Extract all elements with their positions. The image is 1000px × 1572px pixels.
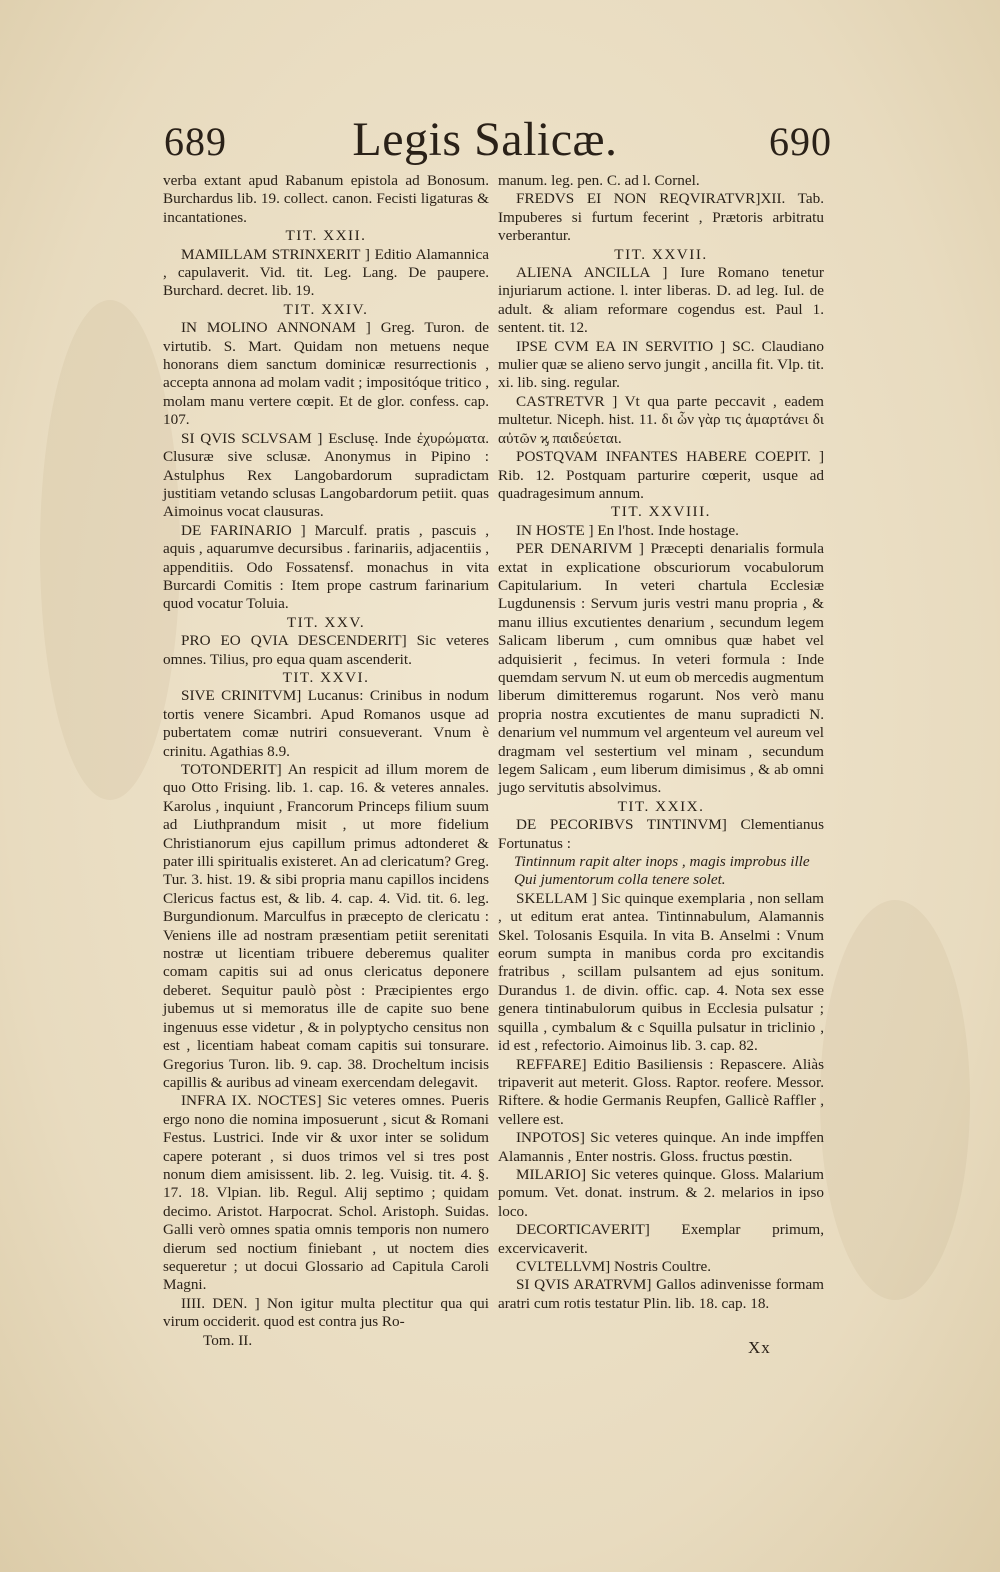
section-heading: TIT. XXII. bbox=[285, 227, 367, 245]
left-column bbox=[163, 172, 489, 1350]
volume-mark: Tom. II. bbox=[203, 1331, 253, 1349]
section-heading: TIT. XXIV. bbox=[283, 300, 369, 318]
paragraph: PER DENARIVM ] Præcepti denarialis formula extat in explicatione obscuriorum vocabulorum Capitularium. In veteri chartula Ecclesiæ Lugdunensis : Servum juris vestri manu propria , & manu illius excutientes denarium , secundum legem Salicam liberum , cum omnibus quæ habet vel adquisierit , fecimus. In veteri formula : Inde quemdam servum N. ut eum ob mercedis augmentum liberum dimitteremus rogarunt. Nos verò manu propria nostra excutientes de manu supradicti N. denarium vel nummum vel argenteum vel aureum vel dragmam vel sestertium vel minam , secundum legem Salicam , eum liberum dimisimus , & ab omni jugo servitutis absolvimus. bbox=[498, 540, 824, 797]
paragraph: IN HOSTE ] En l'host. Inde hostage. bbox=[516, 521, 739, 539]
section-heading: TIT. XXIX. bbox=[617, 797, 705, 815]
verse-quote: Tintinnum rapit alter inops , magis improbus ille Qui jumentorum colla tenere solet. bbox=[514, 853, 810, 889]
section-heading: TIT. XXVIII. bbox=[611, 503, 711, 521]
section-heading: TIT. XXVII. bbox=[614, 245, 708, 263]
paragraph: IIII. DEN. ] Non igitur multa plectitur qua qui virum occiderit. quod est contra jus Ro- bbox=[163, 1294, 489, 1331]
section-heading: TIT. XXVI. bbox=[282, 668, 370, 686]
paper-stain bbox=[820, 900, 970, 1300]
paragraph: DECORTICAVERIT] Exemplar primum, excervicaverit. bbox=[498, 1221, 824, 1257]
paragraph: ALIENA ANCILLA ] Iure Romano tenetur injuriarum actione. l. inter liberas. D. ad leg. Iul. de adult. & aliam reformare cogendus est. Paul 1. sentent. tit. 12. bbox=[498, 264, 824, 337]
paragraph: SI QVIS SCLVSAM ] Esclusę. Inde ἐχυρώματα. Clusuræ sive sclusæ. Anonymus in Pipino : Astulphus Rex Langobardorum supradictam justitiam vetando sclusas Langobardorum petiit. quas Aimoinus vocat clausuras. bbox=[163, 429, 489, 521]
paragraph: SI QVIS ARATRVM] Gallos adinvenisse formam aratri cum rotis testatur Plin. lib. 18. cap. 18. bbox=[498, 1276, 824, 1312]
paragraph: FREDVS EI NON REQVIRATVR]XII. Tab. Impuberes si furtum fecerint , Prætoris arbitratu verberantur. bbox=[498, 190, 824, 245]
page-title: Legis Salicæ. bbox=[352, 113, 618, 166]
paragraph: TOTONDERIT] An respicit ad illum morem de quo Otto Frising. lib. 1. cap. 16. & veteres annales. Karolus , inquiunt , Francorum Princeps filium suum ad Liuthprandum misit , ut more fidelium Christianorum ejus capillum primus adtonderet & pater illi spiritualis existeret. An ad clericatum? Greg. Tur. 3. hist. 19. & sibi propria manu capillos incidens Clericus factus est, & lib. 4. cap. 4. Vid. tit. 6. leg. Burgundionum. Marculfus in præcepto de clericatu : Veniens ille ad nostram præsentiam petiit serenitati nostræ ut licentiam tribuere deberemus qualiter comam capitis sui ad onus clericatus deponere deberet. Sequitur paulò pòst : Præcipientes ergo jubemus ut si memoratus ille de capite suo bene ingenuus esse videtur , & in polyptycho censitus non est , licentiam habeat comam capitis sui tonsurare. Gregorius Turon. lib. 9. cap. 38. Drocheltum incisis capillis & auribus ad vineam exercendam delegavit. bbox=[163, 761, 489, 1091]
paragraph: INPOTOS] Sic veteres quinque. An inde impffen Alamannis , Enter nostris. Gloss. fructus pœstin. bbox=[498, 1129, 824, 1165]
paragraph: IPSE CVM EA IN SERVITIO ] SC. Claudiano mulier quæ se alieno servo jungit , ancilla fit. Vlp. tit. xi. lib. sing. regular. bbox=[498, 337, 824, 392]
page-number-left: 689 bbox=[164, 119, 227, 164]
paragraph: MILARIO] Sic veteres quinque. Gloss. Malarium pomum. Vet. donat. instrum. & 2. melarios in ipso loco. bbox=[498, 1165, 824, 1220]
signature-mark: Xx bbox=[748, 1338, 771, 1357]
paragraph: PRO EO QVIA DESCENDERIT] Sic veteres omnes. Tilius, pro equa quam ascenderit. bbox=[163, 632, 489, 668]
paper-stain bbox=[40, 300, 180, 800]
paragraph: REFFARE] Editio Basiliensis : Repascere. Aliàs tripaverit aut meterit. Gloss. Raptor. reofere. Messor. Riftere. & hodie Germanis Reupfen, Gallicè Raffler , vellere est. bbox=[498, 1055, 824, 1128]
paragraph: SIVE CRINITVM] Lucanus: Crinibus in nodum tortis venere Sicambri. Apud Romanos usque ad pubertatem comæ nutriri consueverant. Vnum è crinitu. Agathias 8.9. bbox=[163, 687, 489, 760]
paragraph: DE FARINARIO ] Marculf. pratis , pascuis , aquis , aquarumve decursibus . farinariis, adjacentiis , appenditiis. Odo Fossatensf. monachus in vita Burcardi Comitis : Item prope castrum farinarium quod vocatur Toluia. bbox=[163, 521, 490, 613]
right-column bbox=[498, 172, 824, 1313]
paragraph: MAMILLAM STRINXERIT ] Editio Alamannica , capulaverit. Vid. tit. Leg. Lang. De paupere. Burchard. decret. lib. 19. bbox=[163, 245, 489, 300]
page-number-right: 690 bbox=[769, 119, 832, 164]
paragraph: CASTRETVR ] Vt qua parte peccavit , eadem multetur. Niceph. hist. 11. δι ὧν γὰρ τις ἁμαρτάνει δι αὐτῶν ϗ παιδεύεται. bbox=[498, 392, 824, 447]
paragraph: INFRA IX. NOCTES] Sic veteres omnes. Pueris ergo nono die nomina imposuerunt , sicut & Romani Festus. Lustrici. Inde vir & uxor inter se solidum capere poterant , si duos trimos vel si tres post nonum diem amisissent. lib. 2. leg. Vuisig. tit. 4. §. 17. 18. Vlpian. lib. Regul. Alij septimo ; quidam decimo. Aristot. Harpocrat. Schol. Aristoph. Suidas. Galli verò omnes spatia omnis temporis non numero dierum sed noctium finiebant , ut noctem dies sequeretur ; ut docui Glossario ad Capitula Caroli Magni. bbox=[163, 1092, 489, 1294]
paragraph: CVLTELLVM] Nostris Coultre. bbox=[516, 1257, 712, 1275]
paragraph: manum. leg. pen. C. ad l. Cornel. bbox=[498, 172, 700, 189]
section-heading: TIT. XXV. bbox=[286, 613, 366, 631]
paragraph: SKELLAM ] Sic quinque exemplaria , non sellam , ut editum erat antea. Tintinnabulum, Alamannis Skel. Tolosanis Esquila. In vita B. Anselmi : Vnum eorum sumpta in manibus corda pro excitandis fratribus , scillam pulsantem ad ejus sonitum. Durandus 1. de divin. offic. cap. 4. Nota sex esse genera tintinabulorum quibus in Ecclesia pulsatur ; squilla , cymbalum & c Squilla pulsatur in triclinio , id est , refectorio. Aimoinus lib. 3. cap. 82. bbox=[498, 889, 824, 1055]
page-header bbox=[150, 112, 832, 172]
paragraph: verba extant apud Rabanum epistola ad Bonosum. Burchardus lib. 19. collect. canon. Fecisti ligaturas & incantationes. bbox=[163, 172, 489, 226]
paragraph: IN MOLINO ANNONAM ] Greg. Turon. de virtutib. S. Mart. Quidam non metuens neque honorans diem sanctum dominicæ resurrectionis , accepta annona ad molam vadit ; impositóque tritico , molam manu vertere cœpit. Et de glor. confess. cap. 107. bbox=[163, 319, 490, 429]
paragraph: POSTQVAM INFANTES HABERE COEPIT. ] Rib. 12. Postquam parturire cœperit, usque ad quadragesimum annum. bbox=[498, 448, 824, 502]
paragraph: DE PECORIBVS TINTINVM] Clementianus Fortunatus : bbox=[498, 816, 824, 852]
